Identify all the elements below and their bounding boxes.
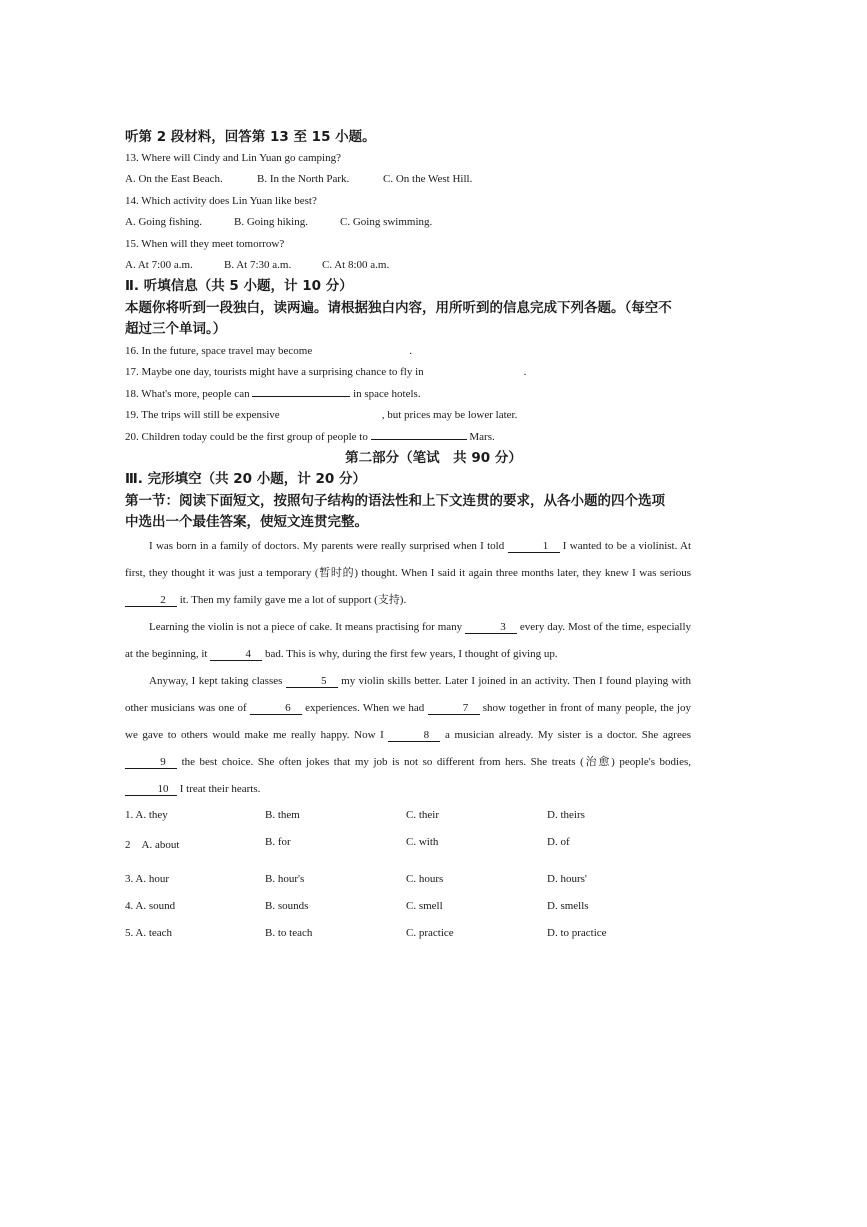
- q20-text-a: 20. Children today could be the first group of people to: [125, 431, 368, 443]
- q20-answer-blank[interactable]: [371, 429, 467, 440]
- blank-2[interactable]: 2: [125, 594, 177, 607]
- q17-end: .: [523, 366, 527, 378]
- q15-option-c: C. At 8:00 a.m.: [322, 259, 390, 271]
- choices-row-4: [0, 900, 867, 914]
- q13-option-c: C. On the West Hill.: [383, 173, 473, 185]
- blank-5[interactable]: 5: [286, 675, 338, 688]
- question-17: [125, 365, 526, 379]
- blank-3[interactable]: 3: [465, 621, 517, 634]
- q18-text-b: in space hotels.: [353, 388, 421, 400]
- choice-3c[interactable]: C. hours: [406, 873, 444, 885]
- question-13: 13. Where will Cindy and Lin Yuan go camping?: [125, 152, 341, 164]
- blank-7[interactable]: 7: [428, 702, 480, 715]
- choice-5a[interactable]: 5. A. teach: [125, 927, 173, 939]
- blank-4[interactable]: 4: [210, 648, 262, 661]
- q14-option-c: C. Going swimming.: [340, 216, 433, 228]
- choice-4c[interactable]: C. smell: [406, 900, 443, 912]
- q13-option-b: B. In the North Park.: [257, 173, 350, 185]
- q20-text-b: Mars.: [469, 431, 495, 443]
- section3-instruction-line1: 第一节：阅读下面短文，按照句子结构的语法性和上下文连贯的要求，从各小题的四个选项: [125, 493, 665, 509]
- choice-3d[interactable]: D. hours': [547, 873, 587, 885]
- q15-option-a: A. At 7:00 a.m.: [125, 259, 193, 271]
- choice-2d[interactable]: D. of: [547, 836, 570, 848]
- section3-header: Ⅲ. 完形填空（共 20 小题，计 20 分）: [125, 471, 366, 487]
- blank-10[interactable]: 10: [125, 783, 177, 796]
- choice-1c[interactable]: C. their: [406, 809, 439, 821]
- blank-8[interactable]: 8: [388, 729, 440, 742]
- choice-1d[interactable]: D. theirs: [547, 809, 585, 821]
- choice-2b[interactable]: B. for: [265, 836, 291, 848]
- part2-title: 第二部分（笔试 共 90 分）: [345, 450, 522, 466]
- q14-option-b: B. Going hiking.: [234, 216, 308, 228]
- section2-header: Ⅱ. 听填信息（共 5 小题，计 10 分）: [125, 278, 353, 294]
- section3-instruction-line2: 中选出一个最佳答案，使短文连贯完整。: [125, 514, 368, 530]
- q16-text: 16. In the future, space travel may become: [125, 345, 313, 357]
- choice-4b[interactable]: B. sounds: [265, 900, 309, 912]
- q17-text: 17. Maybe one day, tourists might have a surprising chance to fly in: [125, 366, 424, 378]
- section2-instruction-line2: 超过三个单词。）: [125, 321, 227, 337]
- passage-paragraph-3: Anyway, I kept taking classes 5 my violin skills better. Later I joined in an activity. Then I found playing with other musicians was one of 6 experiences. When we had 7 show together in front of many people, the joy we gave to others would make me really happy. Now I 8 a musician already. My sister is a doctor. She agrees 9 the best choice. She often jokes that my job is not so different from hers. She treats (治愈) people's bodies, 10 I treat their hearts.: [125, 675, 692, 795]
- q13-option-a: A. On the East Beach.: [125, 173, 223, 185]
- choice-3a[interactable]: 3. A. hour: [125, 873, 169, 885]
- blank-6[interactable]: 6: [250, 702, 302, 715]
- choices-row-3: [0, 873, 867, 887]
- q18-text-a: 18. What's more, people can: [125, 388, 250, 400]
- choice-2c[interactable]: C. with: [406, 836, 439, 848]
- choice-5d[interactable]: D. to practice: [547, 927, 607, 939]
- q19-text-b: , but prices may be lower later.: [381, 409, 518, 421]
- q15-option-b: B. At 7:30 a.m.: [224, 259, 292, 271]
- section-listen2-header: 听第 2 段材料，回答第 13 至 15 小题。: [125, 129, 376, 145]
- choice-4d[interactable]: D. smells: [547, 900, 589, 912]
- q19-text-a: 19. The trips will still be expensive: [125, 409, 280, 421]
- question-18: [125, 386, 421, 401]
- passage-paragraph-2: Learning the violin is not a piece of cake. It means practising for many 3 every day. Most of the time, especially at the beginning, it 4 bad. This is why, during the first few years, I thought of giving up.: [125, 621, 692, 660]
- choice-5b[interactable]: B. to teach: [265, 927, 313, 939]
- choice-3b[interactable]: B. hour's: [265, 873, 305, 885]
- choices-row-2: [0, 836, 867, 850]
- choice-5c[interactable]: C. practice: [406, 927, 454, 939]
- question-19: [125, 408, 517, 422]
- blank-9[interactable]: 9: [125, 756, 177, 769]
- choices-row-5: [0, 927, 867, 941]
- cloze-passage: [125, 533, 691, 803]
- choice-1b[interactable]: B. them: [265, 809, 300, 821]
- question-15: 15. When will they meet tomorrow?: [125, 238, 285, 250]
- q18-answer-blank[interactable]: [252, 386, 350, 397]
- choice-2a[interactable]: 2 A. about: [125, 839, 180, 851]
- section2-instruction-line1: 本题你将听到一段独白，读两遍。请根据独白内容，用所听到的信息完成下列各题。（每空不: [125, 300, 672, 316]
- q16-end: .: [409, 345, 412, 357]
- q14-option-a: A. Going fishing.: [125, 216, 202, 228]
- question-14: 14. Which activity does Lin Yuan like best?: [125, 195, 317, 207]
- question-16: [125, 344, 412, 358]
- question-20: [125, 429, 495, 444]
- passage-paragraph-1: I was born in a family of doctors. My parents were really surprised when I told 1 I wanted to be a violinist. At first, they thought it was just a temporary (暂时的) thought. When I said it again three months later, they knew I was serious 2 it. Then my family gave me a lot of support (支持).: [125, 540, 692, 606]
- choice-1a[interactable]: 1. A. they: [125, 809, 168, 821]
- blank-1[interactable]: 1: [508, 540, 560, 553]
- choices-row-1: [0, 809, 867, 823]
- choice-4a[interactable]: 4. A. sound: [125, 900, 176, 912]
